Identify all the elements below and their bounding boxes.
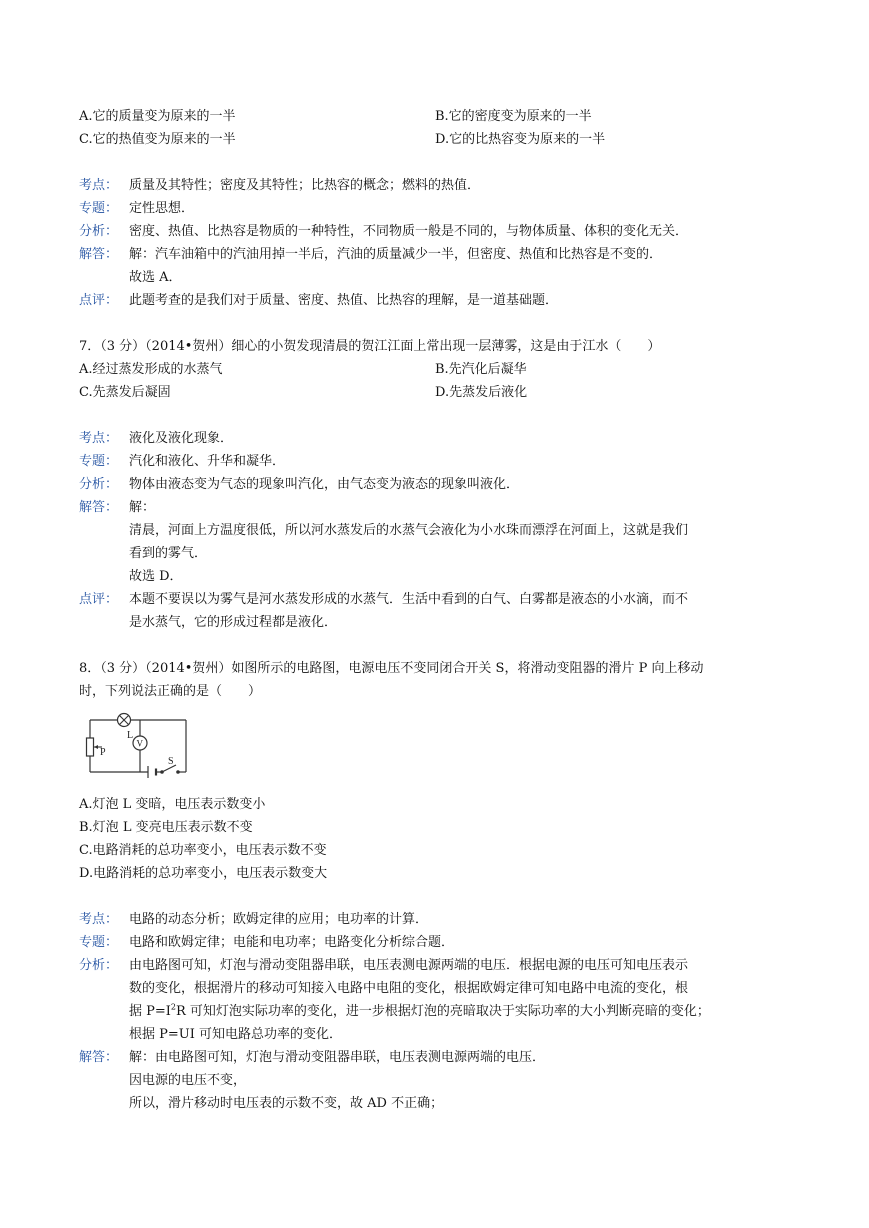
q6-kaodian-label: 考点： — [79, 178, 119, 193]
q7-option-b: B.先汽化后凝华 — [435, 362, 527, 377]
q6-zhuanti: 定性思想． — [129, 201, 195, 216]
q7-option-c: C.先蒸发后凝固 — [79, 385, 171, 400]
q8-fenxi-2: 数的变化，根据滑片的移动可知接入电路中电阻的变化，根据欧姆定律可知电路中电流的变化，根 — [129, 981, 689, 996]
voltmeter-label: V — [136, 738, 143, 749]
q8-fenxi-3-a: 据 P=I — [129, 1004, 171, 1019]
q7-jieda-label: 解答： — [79, 500, 119, 515]
switch-label: S — [168, 756, 174, 767]
q7-fenxi-label: 分析： — [79, 477, 119, 492]
q7-zhuanti-label: 专题： — [79, 454, 119, 469]
q8-option-b: B.灯泡 L 变亮电压表示数不变 — [79, 820, 253, 835]
q7-jieda-2: 清晨，河面上方温度很低，所以河水蒸发后的水蒸气会液化为小水珠而漂浮在河面上，这就是我们 — [129, 523, 689, 538]
q8-jieda-label: 解答： — [79, 1050, 119, 1065]
q8-option-a: A.灯泡 L 变暗，电压表示数变小 — [79, 797, 266, 812]
q8-jieda-1: 解：由电路图可知，灯泡与滑动变阻器串联，电压表测电源两端的电压． — [129, 1050, 546, 1065]
q8-fenxi-4: 根据 P=UI 可知电路总功率的变化． — [129, 1027, 342, 1042]
q7-kaodian-label: 考点： — [79, 431, 119, 446]
q8-jieda-2: 因电源的电压不变， — [129, 1073, 247, 1088]
q8-fenxi-3 — [129, 1003, 710, 1021]
q6-kaodian: 质量及其特性；密度及其特性；比热容的概念；燃料的热值． — [129, 178, 481, 193]
q8-zhuanti: 电路和欧姆定律；电能和电功率；电路变化分析综合题． — [129, 935, 455, 950]
q6-dianping: 此题考查的是我们对于质量、密度、热值、比热容的理解，是一道基础题． — [129, 293, 559, 308]
q6-fenxi-label: 分析： — [79, 224, 119, 239]
q8-stem-2: 时，下列说法正确的是（ ） — [79, 684, 262, 699]
q7-fenxi: 物体由液态变为气态的现象叫汽化，由气态变为液态的现象叫液化． — [129, 477, 520, 492]
q8-option-d: D.电路消耗的总功率变小，电压表示数变大 — [79, 866, 328, 881]
q8-jieda-3: 所以，滑片移动时电压表的示数不变，故 AD 不正确； — [129, 1096, 444, 1111]
lamp-symbol — [118, 714, 131, 727]
slider-label: P — [100, 747, 106, 758]
q8-option-c: C.电路消耗的总功率变小，电压表示数不变 — [79, 843, 327, 858]
q6-jieda-label: 解答： — [79, 247, 119, 262]
circuit-diagram — [82, 710, 190, 782]
q8-stem-1: 8．（3 分）（2014•贺州）如图所示的电路图，电源电压不变同闭合开关 S，将滑动变阻器的滑片 P 向上移动 — [79, 661, 704, 676]
q8-kaodian: 电路的动态分析；欧姆定律的应用；电功率的计算． — [129, 912, 429, 927]
q7-dianping-label: 点评： — [79, 592, 119, 607]
q6-zhuanti-label: 专题： — [79, 201, 119, 216]
q6-option-d: D.它的比热容变为原来的一半 — [435, 132, 606, 147]
q6-option-c: C.它的热值变为原来的一半 — [79, 132, 236, 147]
q6-jieda-1: 解：汽车油箱中的汽油用掉一半后，汽油的质量减少一半，但密度、热值和比热容是不变的． — [129, 247, 663, 262]
q6-option-a: A.它的质量变为原来的一半 — [79, 109, 236, 124]
q8-fenxi-1: 由电路图可知，灯泡与滑动变阻器串联，电压表测电源两端的电压．根据电源的电压可知电压表示 — [129, 958, 689, 973]
q7-option-a: A.经过蒸发形成的水蒸气 — [79, 362, 223, 377]
q7-jieda-4: 故选 D． — [129, 569, 183, 584]
q7-jieda-1: 解： — [129, 500, 156, 515]
battery-symbol — [148, 766, 156, 778]
q6-fenxi: 密度、热值、比热容是物质的一种特性，不同物质一般是不同的，与物体质量、体积的变化无关． — [129, 224, 689, 239]
q8-zhuanti-label: 专题： — [79, 935, 119, 950]
q7-stem: 7．（3 分）（2014•贺州）细心的小贺发现清晨的贺江江面上常出现一层薄雾，这是由于江水（ ） — [79, 339, 661, 354]
q6-option-b: B.它的密度变为原来的一半 — [435, 109, 592, 124]
q7-jieda-3: 看到的雾气． — [129, 546, 208, 561]
q8-fenxi-3-sup: 2 — [170, 1002, 177, 1012]
q7-option-d: D.先蒸发后液化 — [435, 385, 528, 400]
q8-kaodian-label: 考点： — [79, 912, 119, 927]
lamp-label: L — [127, 730, 134, 741]
q7-kaodian: 液化及液化现象． — [129, 431, 234, 446]
q7-dianping-1: 本题不要误以为雾气是河水蒸发形成的水蒸气．生活中看到的白气、白雾都是液态的小水滴，而不 — [129, 592, 689, 607]
q6-dianping-label: 点评： — [79, 293, 119, 308]
q8-fenxi-3-b: R 可知灯泡实际功率的变化，进一步根据灯泡的亮暗取决于实际功率的大小判断亮暗的变化； — [176, 1004, 710, 1019]
voltmeter-symbol — [133, 736, 147, 750]
q6-jieda-2: 故选 A． — [129, 270, 182, 285]
q8-fenxi-label: 分析： — [79, 958, 119, 973]
q7-zhuanti: 汽化和液化、升华和凝华． — [129, 454, 286, 469]
q7-dianping-2: 是水蒸气，它的形成过程都是液化． — [129, 615, 338, 630]
